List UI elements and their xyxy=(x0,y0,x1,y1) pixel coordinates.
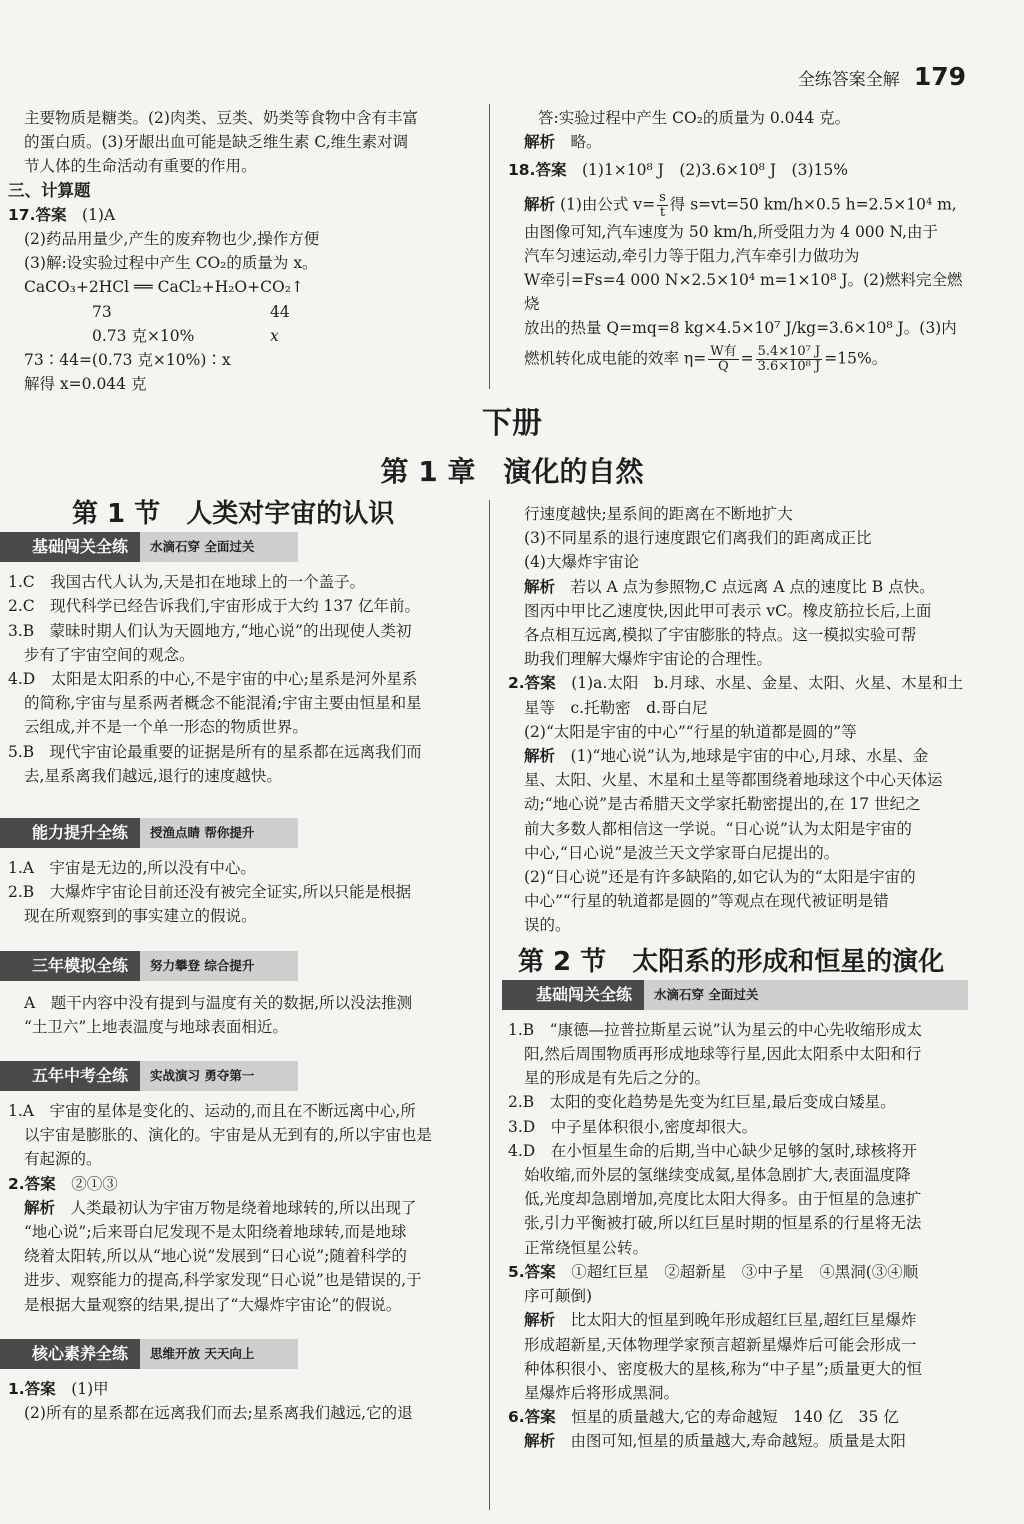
answer-line: 1.A 宇宙的星体是变化的、运动的,而且在不断远离中心,所 xyxy=(8,1102,416,1121)
answer-line: 现在所观察到的事实建立的假说。 xyxy=(24,907,257,926)
answer-line: 正常绕恒星公转。 xyxy=(524,1238,649,1257)
text-line: 的蛋白质。(3)牙龈出血可能是缺乏维生素 C,维生素对调 xyxy=(24,133,409,152)
denominator: Q xyxy=(718,358,729,374)
ratio-line: 73∶44=(0.73 克×10%)∶x xyxy=(24,350,231,369)
answer-line: 是根据大量观察的结果,提出了“大爆炸宇宙论”的假说。 xyxy=(24,1295,402,1314)
analysis-label: 解析 xyxy=(24,1198,56,1217)
answer-text: (1)甲 xyxy=(71,1379,109,1398)
numerator: 5.4×10⁷ J xyxy=(757,343,821,359)
chapter-number: 第 1 章 xyxy=(380,455,476,488)
section-name: 太阳系的形成和恒星的演化 xyxy=(632,946,945,977)
exercise-band xyxy=(0,1061,473,1091)
band-name: 核心素养全练 xyxy=(0,1339,140,1369)
fraction xyxy=(657,191,668,220)
analysis-text: 若以 A 点为参照物,C 点远离 A 点的速度比 B 点快。 xyxy=(570,577,935,596)
band-name: 能力提升全练 xyxy=(0,818,140,848)
answer-line: 进步、观察能力的提高,科学家发现“日心说”也是错误的,于 xyxy=(24,1271,422,1290)
analysis-label: 解析 xyxy=(524,133,556,152)
answer-text: 恒星的质量越大,它的寿命越短 140 亿 35 亿 xyxy=(571,1408,899,1427)
answer-line: 2.B 太阳的变化趋势是先变为红巨星,最后变成白矮星。 xyxy=(508,1093,896,1112)
column-divider-bottom xyxy=(489,500,490,1510)
answer-line: (2)“日心说”还是有许多缺陷的,如它认为的“太阳是宇宙的 xyxy=(524,868,916,887)
analysis-label: 解析 xyxy=(524,195,556,214)
exercise-band xyxy=(0,1339,473,1369)
answer-line: 各点相互远离,模拟了宇宙膨胀的特点。这一模拟实验可帮 xyxy=(524,626,917,645)
answer-line: 以宇宙是膨胀的、演化的。宇宙是从无到有的,所以宇宙也是 xyxy=(24,1126,432,1145)
answer-line: 绕着太阳转,所以从“地心说”发展到“日心说”;随着科学的 xyxy=(24,1247,407,1266)
answer-line: 误的。 xyxy=(524,916,571,935)
question-number: 18.答案 xyxy=(508,161,567,180)
answer-line: 中心”“行星的轨道都是圆的”等观点在现代被证明是错 xyxy=(524,892,889,911)
analysis-label: 解析 xyxy=(524,1311,556,1330)
answer-line: 的简称,宇宙与星系两者概念不能混淆;宇宙主要由恒星和星 xyxy=(24,694,422,713)
answer-line: 形成超新星,天体物理学家预言超新星爆炸后可能会形成一 xyxy=(524,1335,917,1354)
text-line: (3)解:设实验过程中产生 CO₂的质量为 x。 xyxy=(24,254,318,273)
text-line: 由图像可知,汽车速度为 50 km/h,所受阻力为 4 000 N,由于 xyxy=(524,222,938,241)
chemical-equation: CaCO₃+2HCl ══ CaCl₂+H₂O+CO₂↑ xyxy=(24,278,304,297)
band-name: 三年模拟全练 xyxy=(0,951,140,981)
text-line: 燃机转化成电能的效率 η= xyxy=(524,349,707,368)
answer-line: 星等 c.托勒密 d.哥白尼 xyxy=(524,698,708,717)
numerator: s xyxy=(659,189,666,205)
answer-line: 序可颠倒) xyxy=(524,1287,593,1306)
answer-line: 云组成,并不是一个单一形态的物质世界。 xyxy=(24,718,308,737)
answer-line: 星爆炸后将形成黑洞。 xyxy=(524,1383,680,1402)
analysis-label: 解析 xyxy=(524,747,556,766)
question-number: 6.答案 xyxy=(508,1408,556,1427)
answer-line: 前大多数人都相信这一学说。“日心说”认为太阳是宇宙的 xyxy=(524,819,912,838)
exercise-band xyxy=(0,532,473,562)
answer-text: (1)1×10⁸ J (2)3.6×10⁸ J (3)15% xyxy=(581,161,848,180)
answer-line: (2)所有的星系都在远离我们而去;星系离我们越远,它的退 xyxy=(24,1404,413,1423)
answer-line: 动;“地心说”是古希腊天文学家托勒密提出的,在 17 世纪之 xyxy=(524,795,921,814)
page-number: 179 xyxy=(913,62,966,91)
answer-line: 4.D 在小恒星生命的后期,当中心缺少足够的氢时,球核将开 xyxy=(508,1141,918,1160)
text-line: =15%。 xyxy=(824,349,888,368)
analysis-label: 解析 xyxy=(524,1432,556,1451)
answer-line: 种体积很小、密度极大的星核,称为“中子星”;质量更大的恒 xyxy=(524,1359,922,1378)
analysis-text: 比太阳大的恒星到晚年形成超红巨星,超红巨星爆炸 xyxy=(570,1311,917,1330)
text-line: 答:实验过程中产生 CO₂的质量为 0.044 克。 xyxy=(538,109,851,127)
answer-line: 低,光度却急剧增加,亮度比太阳大得多。由于恒星的急速扩 xyxy=(524,1190,922,1209)
header-title: 全练答案全解 xyxy=(797,70,900,90)
analysis-text: (1)“地心说”认为,地球是宇宙的中心,月球、水星、金 xyxy=(570,747,929,766)
answer-line: 星的形成是有先后之分的。 xyxy=(524,1069,711,1088)
answer-text: (1)A xyxy=(81,205,116,224)
section-number: 第 1 节 xyxy=(72,499,161,529)
equation-value-1: 0.73 克×10% xyxy=(92,326,195,345)
column-divider-top xyxy=(489,104,490,389)
text-line: 主要物质是糖类。(2)肉类、豆类、奶类等食物中含有丰富 xyxy=(24,109,418,127)
band-tag: 思维开放 天天向上 xyxy=(150,1345,255,1361)
answer-line: (3)不同星系的退行速度跟它们离我们的距离成正比 xyxy=(524,529,872,548)
denominator: 3.6×10⁸ J xyxy=(757,358,821,374)
equation-mass-1: 73 xyxy=(92,302,112,321)
left-column xyxy=(8,499,473,1425)
answer-line: A 题干内容中没有提到与温度有关的数据,所以没法推测 xyxy=(24,993,413,1012)
analysis-label: 解析 xyxy=(524,577,556,596)
analysis-text: 人类最初认为宇宙万物是绕着地球转的,所以出现了 xyxy=(70,1198,417,1217)
answer-line: 去,星系离我们越远,退行的速度越快。 xyxy=(24,766,282,785)
question-number: 5.答案 xyxy=(508,1262,556,1281)
answer-line: 4.D 太阳是太阳系的中心,不是宇宙的中心;星系是河外星系 xyxy=(8,670,418,689)
band-tag: 实战演习 勇夺第一 xyxy=(150,1067,255,1083)
text-line: 汽车匀速运动,牵引力等于阻力,汽车牵引力做功为 xyxy=(524,246,860,265)
answer-line: 2.C 现代科学已经告诉我们,宇宙形成于大约 137 亿年前。 xyxy=(8,597,421,616)
section-title xyxy=(508,946,973,977)
answer-line: (4)大爆炸宇宙论 xyxy=(524,553,639,572)
answer-line: 行速度越快;星系间的距离在不断地扩大 xyxy=(524,505,793,523)
analysis-text: 由图可知,恒星的质量越大,寿命越短。质量是太阳 xyxy=(570,1432,906,1451)
band-tag: 授渔点睛 帮你提升 xyxy=(150,824,255,840)
answer-text: ②①③ xyxy=(71,1174,118,1193)
right-column xyxy=(508,502,973,1454)
band-name: 五年中考全练 xyxy=(0,1061,140,1091)
equation-value-2: x xyxy=(270,326,279,345)
band-tag: 努力攀登 综合提升 xyxy=(150,957,255,973)
band-name: 基础闯关全练 xyxy=(0,532,140,562)
section-number: 第 2 节 xyxy=(518,946,607,977)
answer-line: 步有了宇宙空间的观念。 xyxy=(24,645,195,664)
band-name: 基础闯关全练 xyxy=(502,980,644,1010)
band-tag: 水滴石穿 全面过关 xyxy=(654,986,759,1002)
answer-line: 阳,然后周围物质再形成地球等行星,因此太阳系中太阳和行 xyxy=(524,1045,922,1064)
answer-text: (1)a.太阳 b.月球、水星、金星、太阳、火星、木星和土 xyxy=(571,674,964,693)
top-left-column xyxy=(8,106,473,396)
answer-line: “土卫六”上地表温度与地球表面相近。 xyxy=(24,1017,288,1036)
section-name: 人类对宇宙的认识 xyxy=(186,499,395,529)
answer-line: “地心说”;后来哥白尼发现不是太阳绕着地球转,而是地球 xyxy=(24,1223,407,1242)
text-line: 放出的热量 Q=mq=8 kg×4.5×10⁷ J/kg=3.6×10⁸ J。(3)内 xyxy=(524,319,957,338)
answer-line: 图丙中甲比乙速度快,因此甲可表示 vC。橡皮筋拉长后,上面 xyxy=(524,601,932,620)
exercise-band xyxy=(0,818,473,848)
numerator: W有 xyxy=(710,343,737,359)
answer-line: 3.D 中子星体积很小,密度却很大。 xyxy=(508,1117,758,1136)
answer-line: 3.B 蒙昧时期人们认为天圆地方,“地心说”的出现使人类初 xyxy=(8,621,412,640)
answer-line: 5.B 现代宇宙论最重要的证据是所有的星系都在远离我们而 xyxy=(8,742,422,761)
section-title xyxy=(8,499,473,529)
fraction xyxy=(756,345,823,374)
result-line: 解得 x=0.044 克 xyxy=(24,374,147,393)
section-heading: 三、计算题 xyxy=(8,180,91,200)
answer-line: 有起源的。 xyxy=(24,1150,102,1169)
question-number: 1.答案 xyxy=(8,1379,56,1398)
text-line: W牵引=Fs=4 000 N×2.5×10⁴ m=1×10⁸ J。(2)燃料完全燃烧 xyxy=(524,271,963,314)
answer-line: 助我们理解大爆炸宇宙论的合理性。 xyxy=(524,650,773,669)
question-number: 17.答案 xyxy=(8,205,67,224)
answer-line: 张,引力平衡被打破,所以红巨星时期的恒星系的行星将无法 xyxy=(524,1214,922,1233)
chapter-name: 演化的自然 xyxy=(503,455,644,488)
answer-line: 1.C 我国古代人认为,天是扣在地球上的一个盖子。 xyxy=(8,573,366,592)
answer-line: 1.A 宇宙是无边的,所以没有中心。 xyxy=(8,859,256,878)
answer-line: 始收缩,而外层的氢继续变成氦,星体急剧扩大,表面温度降 xyxy=(524,1166,911,1185)
top-right-column: 答:实验过程中产生 CO₂的质量为 0.044 克。 解析 略。 18.答案 (1)1×10⁸ J (2)3.6×10⁸ J (3)15% 解析 (1)由公式 v= $\frac{s}{t}$ 得 s=vt=50 km/h×0.5 h=2.5×10⁴ m, 由图像可知,汽车速度为 50 km/h,所受阻力为 4 000 N,由于 汽车匀速运动,牵引力等于阻力,汽车牵引力做功为 W牵引=Fs=4 000 N×2.5×10⁴ m=1×10⁸ J。(2)燃料完全燃烧 放出的热量 Q=mq=8 kg×4.5×10⁷ J/kg=3.6×10⁸ J。(3)内 燃机转化成电能的效率 η= $\frac{\text{W有}}{Q}$ = $\frac{\text{5.4×10⁷ J}}{\text{3.6×10⁸ J}}$ =15%。 xyxy=(508,106,973,374)
exercise-band xyxy=(0,951,473,981)
analysis-text: 得 s=vt=50 km/h×0.5 h=2.5×10⁴ m, xyxy=(669,195,957,214)
question-number: 2.答案 xyxy=(8,1174,56,1193)
answer-line: 中心,“日心说”是波兰天文学家哥白尼提出的。 xyxy=(524,843,840,862)
chapter-title xyxy=(0,450,1024,490)
answer-line: 星、太阳、火星、木星和土星等都围绕着地球这个中心天体运 xyxy=(524,771,943,790)
answer-text: ①超红巨星 ②超新星 ③中子星 ④黑洞(③④顺 xyxy=(571,1262,919,1281)
page-header xyxy=(798,62,966,91)
book-part-title: 下册 xyxy=(482,406,542,441)
text-line: 节人体的生命活动有重要的作用。 xyxy=(24,157,257,176)
analysis-text: 略。 xyxy=(570,133,602,152)
answer-line: 2.B 大爆炸宇宙论目前还没有被完全证实,所以只能是根据 xyxy=(8,883,412,902)
denominator: t xyxy=(659,204,666,220)
equation-mass-2: 44 xyxy=(270,302,290,321)
answer-line: (2)“太阳是宇宙的中心”“行星的轨道都是圆的”等 xyxy=(524,722,857,741)
band-tag: 水滴石穿 全面过关 xyxy=(150,539,255,555)
text-line: (2)药品用量少,产生的废弃物也少,操作方便 xyxy=(24,230,320,249)
analysis-text: (1)由公式 v= xyxy=(559,195,656,214)
fraction xyxy=(708,345,738,374)
answer-line: 1.B “康德—拉普拉斯星云说”认为星云的中心先收缩形成太 xyxy=(508,1020,923,1039)
question-number: 2.答案 xyxy=(508,674,556,693)
exercise-band xyxy=(502,980,973,1010)
